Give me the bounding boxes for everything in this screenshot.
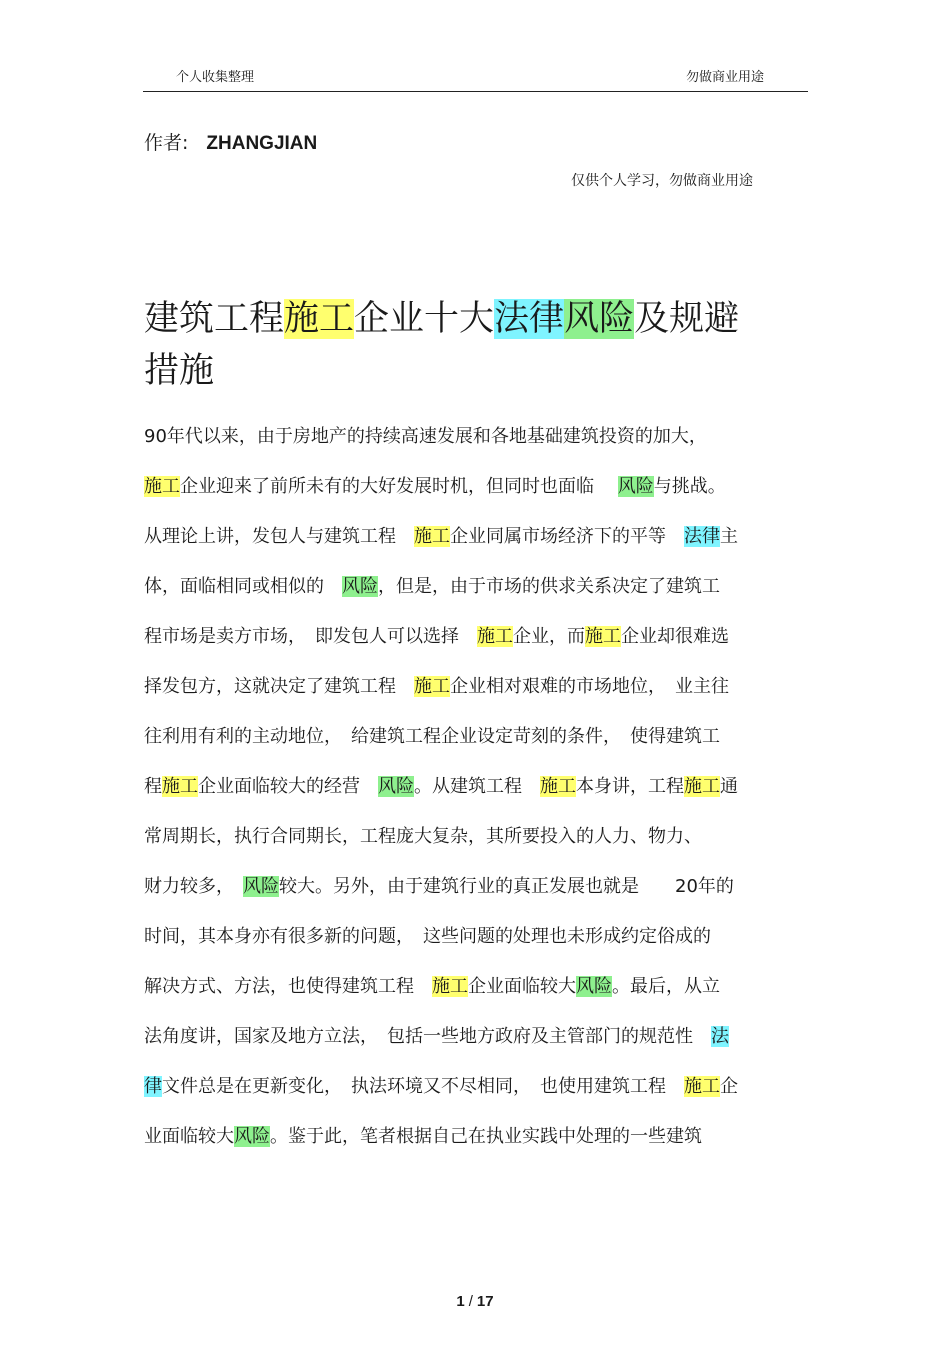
author-line [144,128,317,155]
text-run: 体，面临相同或相似的 [144,576,342,597]
text-run: 企业面临较大 [468,976,576,997]
text-run: 时间，其本身亦有很多新的问题， 这些问题的处理也未形成约定俗成的 [144,926,711,947]
highlighted-term: 施工 [477,626,513,647]
text-run: 企业相对艰难的市场地位， 业主往 [450,676,729,697]
text-run: 程市场是卖方市场， 即发包人可以选择 [144,626,477,647]
highlighted-term: 施工 [684,1076,720,1097]
paragraph-line [144,1020,729,1054]
text-run: 企 [720,1076,738,1097]
highlighted-term: 风险 [342,576,378,597]
highlighted-term: 施工 [414,526,450,547]
text-run: 企业同属市场经济下的平等 [450,526,684,547]
title-line-2: 措施 [144,351,215,391]
page-total: 17 [476,1293,494,1310]
text-run: 90年代以来，由于房地产的持续高速发展和各地基础建筑投资的加大， [144,426,707,447]
text-run: 解决方式、方法，也使得建筑工程 [144,976,432,997]
paragraph-line [144,620,729,654]
page-separator: / [468,1293,473,1310]
highlighted-term: 律 [144,1076,162,1097]
highlighted-term: 施工 [284,299,355,339]
text-run: 从理论上讲，发包人与建筑工程 [144,526,414,547]
highlighted-term: 法 [711,1026,729,1047]
highlighted-term: 法律 [684,526,720,547]
highlighted-term: 施工 [585,626,621,647]
paragraph-line [144,770,738,804]
paragraph-line [144,1120,702,1154]
text-run: 。从建筑工程 [414,776,540,797]
paragraph-line [144,870,734,904]
highlighted-term: 风险 [234,1126,270,1147]
highlighted-term: 施工 [540,776,576,797]
highlighted-term: 风险 [378,776,414,797]
highlighted-term: 施工 [162,776,198,797]
author-label: 作者: [144,132,189,154]
highlighted-term: 风险 [564,299,635,339]
page-current: 1 [456,1293,465,1310]
text-run: 文件总是在更新变化， 执法环境又不尽相同， 也使用建筑工程 [162,1076,684,1097]
highlighted-term: 施工 [432,976,468,997]
text-run: 企业却很难选 [621,626,729,647]
text-run: 常周期长，执行合同期长，工程庞大复杂，其所要投入的人力、物力、 [144,826,702,847]
text-run: 。鉴于此，笔者根据自己在执业实践中处理的一些建筑 [270,1126,702,1147]
paragraph-line [144,920,711,954]
paragraph-line [144,570,720,604]
text-run: 往利用有利的主动地位， 给建筑工程企业设定苛刻的条件， 使得建筑工 [144,726,720,747]
text-run: 业面临较大 [144,1126,234,1147]
text-run: 及规避 [634,299,740,339]
highlighted-term: 风险 [243,876,279,897]
page-number [0,1293,950,1310]
highlighted-term: 施工 [684,776,720,797]
highlighted-term: 风险 [617,476,654,497]
highlighted-term: 施工 [144,476,180,497]
text-run: 通 [720,776,738,797]
paragraph-line [144,820,702,854]
paragraph-line [144,720,720,754]
text-run: 企业十大 [354,299,495,339]
text-run: 企业，而 [513,626,585,647]
text-run: 法角度讲，国家及地方立法， 包括一些地方政府及主管部门的规范性 [144,1026,711,1047]
paragraph-line [144,520,738,554]
text-run: 财力较多， [144,876,243,897]
header-right-text: 勿做商业用途 [686,70,765,85]
text-run: 企业面临较大的经营 [198,776,378,797]
text-run: 主 [720,526,738,547]
text-run: 与挑战。 [653,476,726,497]
text-run: 本身讲，工程 [576,776,684,797]
text-run: 程 [144,776,162,797]
header-left-text: 个人收集整理 [176,70,255,85]
title-line-1 [144,293,739,345]
paragraph-line [144,470,726,504]
text-run: ，但是，由于市场的供求关系决定了建筑工 [378,576,720,597]
text-run: 建筑工程 [144,299,285,339]
text-run: 择发包方，这就决定了建筑工程 [144,676,414,697]
disclaimer: 仅供个人学习，勿做商业用途 [571,173,753,189]
paragraph-line [144,1070,738,1104]
highlighted-term: 施工 [414,676,450,697]
text-run: 。最后，从立 [612,976,720,997]
document-title [144,293,739,397]
paragraph-line [144,670,729,704]
highlighted-term: 法律 [494,299,565,339]
author-name: ZHANGJIAN [206,133,318,154]
text-run: 较大。另外，由于建筑行业的真正发展也就是 20年的 [279,876,734,897]
paragraph-line [144,970,720,1004]
text-run: 企业迎来了前所未有的大好发展时机，但同时也面临 [180,476,618,497]
header-divider [143,91,808,92]
paragraph-line [144,420,707,454]
highlighted-term: 风险 [576,976,612,997]
